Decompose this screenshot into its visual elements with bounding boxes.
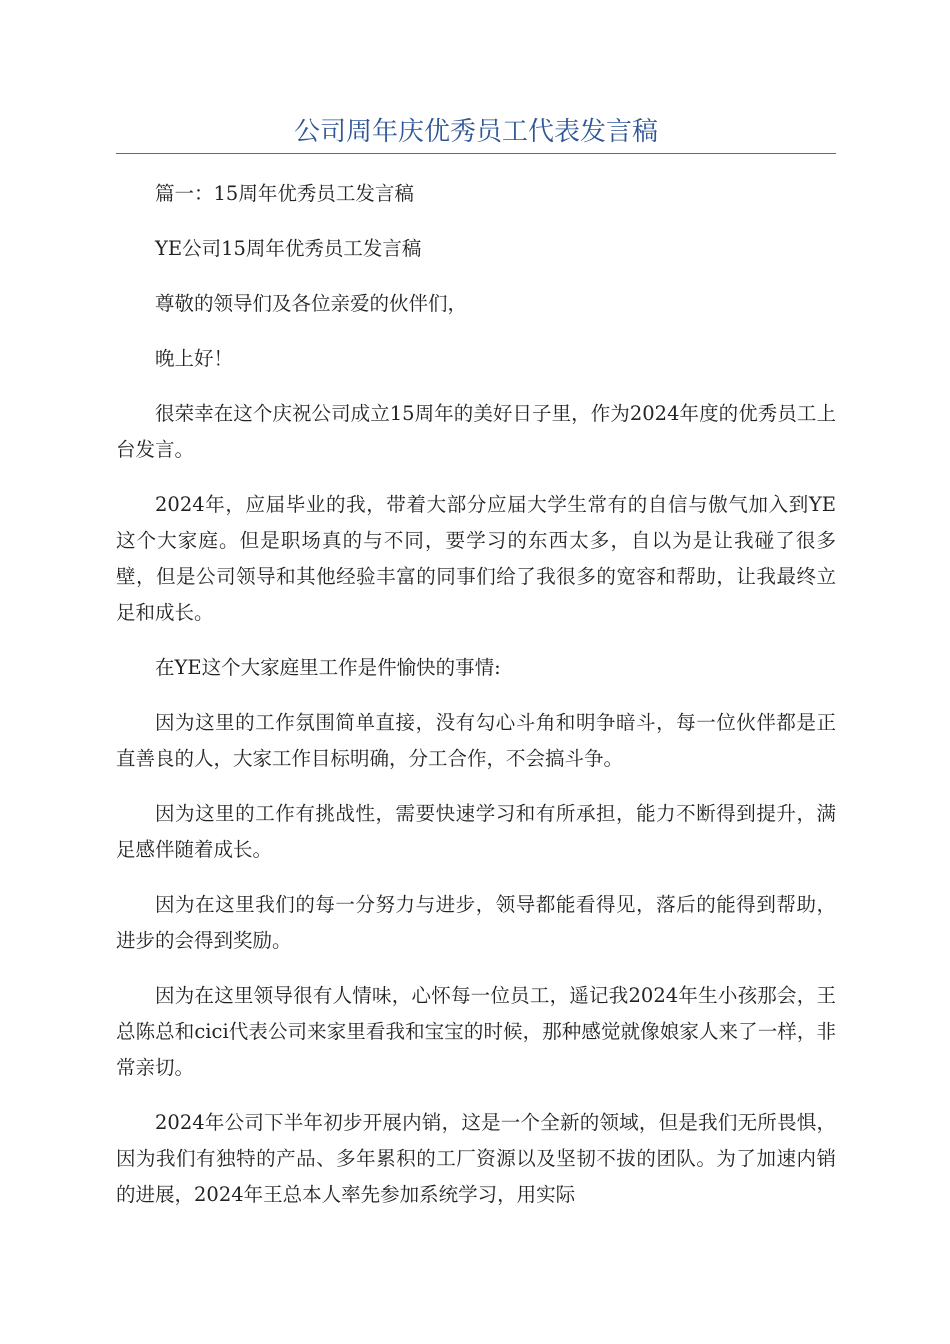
paragraph-body: 2024年，应届毕业的我，带着大部分应届大学生常有的自信与傲气加入到YE这个大家庭。但是职场真的与不同，要学习的东西太多，自以为是让我碰了很多壁，但是公司领导和其他经验丰富的同事们给了我很多的宽容和帮助，让我最终立足和成长。 (116, 493, 836, 624)
document-title: 公司周年庆优秀员工代表发言稿 (293, 117, 658, 147)
paragraph-body: 在YE这个大家庭里工作是件愉快的事情: (155, 656, 501, 679)
paragraph-section-heading: 篇一：15周年优秀员工发言稿 (155, 182, 414, 205)
paragraph-body: 因为在这里我们的每一分努力与进步，领导都能看得见，落后的能得到帮助，进步的会得到奖励。 (116, 893, 836, 952)
title-divider (116, 153, 836, 154)
paragraph-salutation: 尊敬的领导们及各位亲爱的伙伴们， (155, 292, 468, 315)
paragraph-body: 很荣幸在这个庆祝公司成立15周年的美好日子里，作为2024年度的优秀员工上台发言。 (116, 402, 836, 461)
paragraph-body: 因为这里的工作有挑战性，需要快速学习和有所承担，能力不断得到提升，满足感伴随着成长。 (116, 802, 836, 861)
paragraph-body: 2024年公司下半年初步开展内销，这是一个全新的领域，但是我们无所畏惧，因为我们有独特的产品、多年累积的工厂资源以及坚韧不拔的团队。为了加速内销的进展，2024年王总本人率先参加系统学习，用实际 (116, 1111, 836, 1206)
paragraph-body: 因为在这里领导很有人情味，心怀每一位员工，遥记我2024年生小孩那会，王总陈总和cici代表公司来家里看我和宝宝的时候，那种感觉就像娘家人来了一样，非常亲切。 (116, 984, 836, 1079)
paragraph-speech-title: YE公司15周年优秀员工发言稿 (155, 237, 422, 260)
document-body (116, 176, 836, 1232)
paragraph-body: 因为这里的工作氛围简单直接，没有勾心斗角和明争暗斗，每一位伙伴都是正直善良的人，大家工作目标明确，分工合作，不会搞斗争。 (116, 711, 836, 770)
paragraph-greeting: 晚上好！ (155, 347, 234, 370)
